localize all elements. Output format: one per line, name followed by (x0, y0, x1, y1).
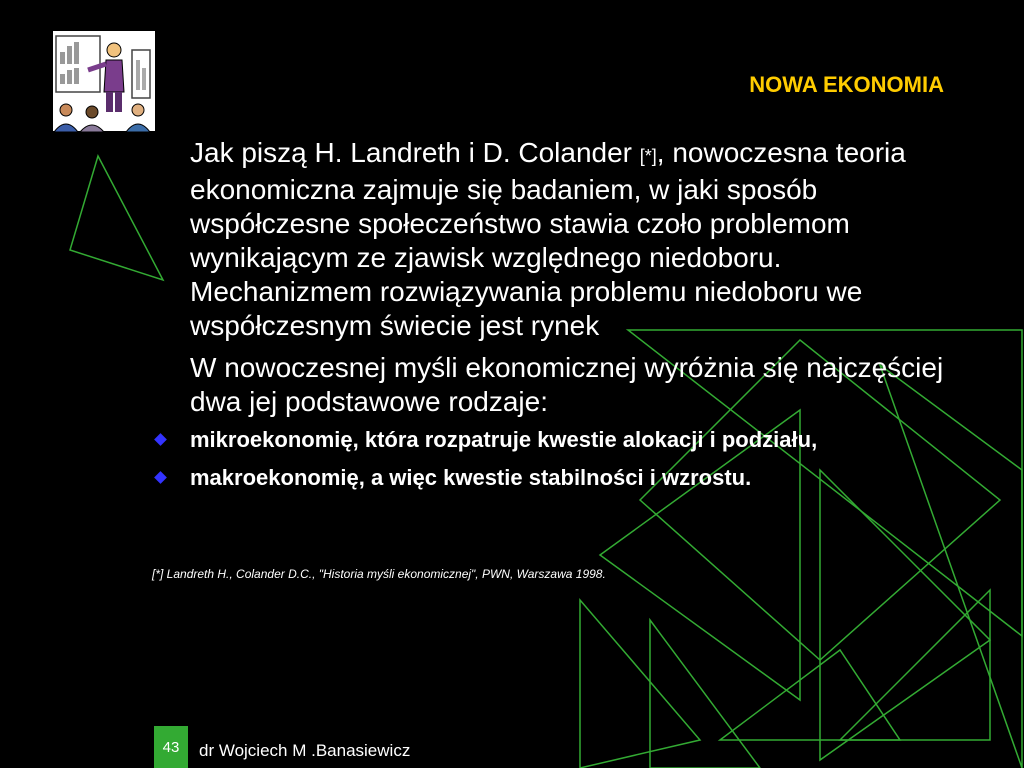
paragraph-1-text-end: , nowoczesna teoria ekonomiczna zajmuje się badaniem, w jaki sposób współczesne społeczeństwo stawia czoło problemom wynikającym ze zjawisk względnego niedoboru. Mechanizmem rozwiązywania problemu niedoboru we współczesnym świecie jest rynek (190, 137, 906, 341)
diamond-bullet-icon (154, 433, 167, 446)
bullet-text: mikroekonomię, która rozpatruje kwestie alokacji i podziału, (190, 427, 818, 452)
page-number: 43 (154, 726, 188, 768)
presenter-with-charts-icon (52, 30, 156, 132)
paragraph-1 (190, 136, 948, 343)
bullet-text: makroekonomię, a więc kwestie stabilności i wzrostu. (190, 465, 752, 490)
author-name: dr Wojciech M .Banasiewicz (199, 741, 411, 760)
paragraph-1-text-start: Jak piszą H. Landreth i D. Colander (190, 137, 640, 168)
slide-content (148, 136, 948, 503)
paragraph-2: W nowoczesnej myśli ekonomicznej wyróżnia się najczęściej dwa jej podstawowe rodzaje: (190, 352, 944, 417)
diamond-bullet-icon (154, 471, 167, 484)
footnote-reference: [*] (639, 146, 657, 166)
list-item (148, 427, 948, 453)
slide-title: NOWA EKONOMIA (749, 72, 944, 97)
bullet-list (148, 427, 948, 491)
footnote: [*] Landreth H., Colander D.C., "Historia myśli ekonomicznej", PWN, Warszawa 1998. (152, 567, 606, 581)
list-item (148, 465, 948, 491)
